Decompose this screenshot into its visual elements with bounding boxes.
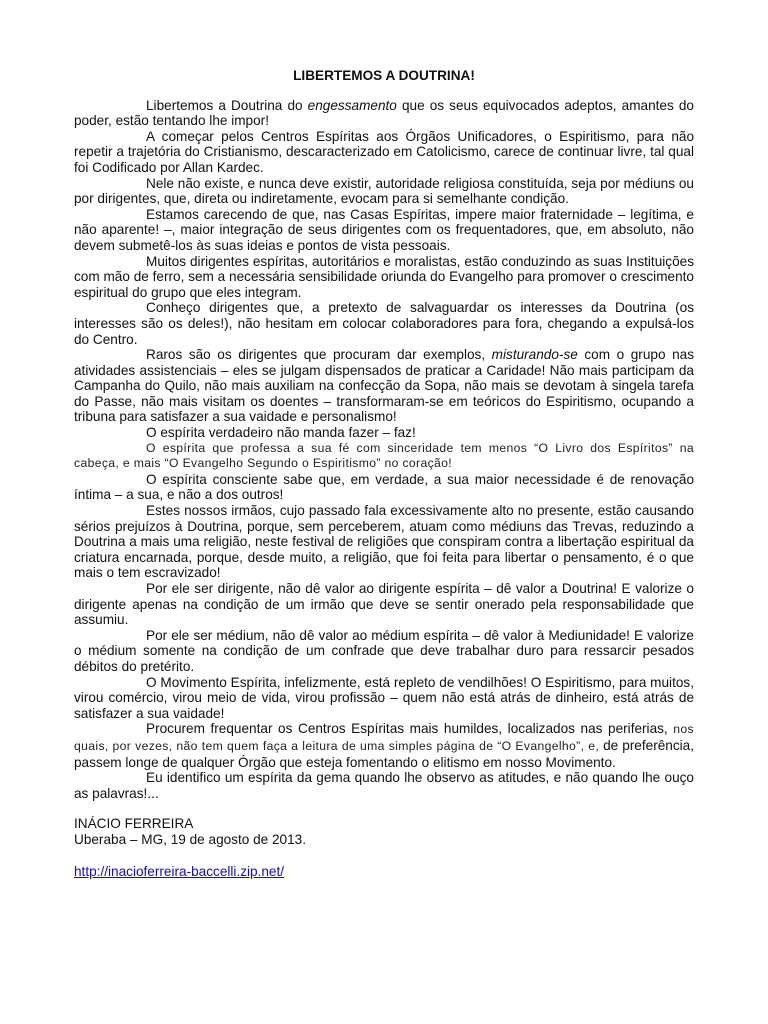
place-date: Uberaba – MG, 19 de agosto de 2013. xyxy=(74,831,307,847)
source-link[interactable]: http://inacioferreira-baccelli.zip.net/ xyxy=(74,863,285,879)
emphasis-misturando-se: misturando-se xyxy=(491,347,578,363)
paragraph-6: Conheço dirigentes que, a pretexto de salvaguardar os interesses da Doutrina (os interesses são os deles!), não hesitam em colocar colaboradores para fora, chegando a expulsá-los do Centro. xyxy=(74,300,694,347)
paragraph-14: O Movimento Espírita, infelizmente, está repleto de vendilhões! O Espiritismo, para muitos, virou comércio, virou meio de vida, virou profissão – quem não está atrás de dinheiro, está atrás de satisfazer a sua vaidade! xyxy=(74,674,694,721)
paragraph-9: O espírita que professa a sua fé com sinceridade tem menos “O Livro dos Espíritos” na cabeça, e mais “O Evangelho Segundo o Espiritismo” no coração! xyxy=(74,440,694,471)
paragraph-4: Estamos carecendo de que, nas Casas Espíritas, impere maior fraternidade – legítima, e não aparente! –, maior integração de seus dirigentes com os frequentadores, que, em absoluto, não devem submetê-los às suas ideias e pontos de vista pessoais. xyxy=(74,206,694,253)
paragraph-5: Muitos dirigentes espíritas, autoritários e moralistas, estão conduzindo as suas Instituições com mão de ferro, sem a necessária sensibilidade oriunda do Evangelho para promover o crescimento espiritual do grupo que eles integram. xyxy=(74,253,694,300)
paragraph-7: Raros são os dirigentes que procuram dar exemplos, misturando-se com o grupo nas atividades assistenciais – eles se julgam dispensados de praticar a Caridade! Não mais participam da Campanha do Quilo, não mais auxiliam na confecção da Sopa, não mais se devotam à singela tarefa do Passe, não mais visitam os doentes – transformaram-se em teóricos do Espiritismo, ocupando a tribuna para satisfazer a sua vaidade e personalismo! xyxy=(74,347,694,425)
paragraph-13: Por ele ser médium, não dê valor ao médium espírita – dê valor à Mediunidade! E valorize o médium somente na condição de um confrade que deve trabalhar duro para ressarcir pesados débitos do pretérito. xyxy=(74,627,694,674)
paragraph-3: Nele não existe, e nunca deve existir, autoridade religiosa constituída, seja por médiuns ou por dirigentes, que, direta ou indiretamente, evocam para si semelhante condição. xyxy=(74,175,694,207)
paragraph-15: Procurem frequentar os Centros Espíritas mais humildes, localizados nas periferias, nos quais, por vezes, não tem quem faça a leitura de uma simples página de “O Evangelho”, e, de preferência, passem longe de qualquer Órgão que esteja fomentando o elitismo em nosso Movimento. xyxy=(74,721,694,770)
paragraph-12: Por ele ser dirigente, não dê valor ao dirigente espírita – dê valor a Doutrina! E valorize o dirigente apenas na condição de um irmão que deve se sentir onerado pela responsabilidade que assumiu. xyxy=(74,581,694,628)
paragraph-10: O espírita consciente sabe que, em verdade, a sua maior necessidade é de renovação íntima – a sua, e não a dos outros! xyxy=(74,471,694,503)
paragraph-2: A começar pelos Centros Espíritas aos Órgãos Unificadores, o Espiritismo, para não repetir a trajetória do Cristianismo, descaracterizado em Catolicismo, carece de continuar livre, tal qual foi Codificado por Allan Kardec. xyxy=(74,128,694,175)
paragraph-11: Estes nossos irmãos, cujo passado fala excessivamente alto no presente, estão causando sérios prejuízos à Doutrina, porque, sem perceberem, atuam como médiuns das Trevas, reduzindo a Doutrina a mais uma religião, neste festival de religiões que conspiram contra a libertação espiritual da criatura encarnada, porque, desde muito, a religião, que foi feita para libertar o pensamento, é o que mais o tem escravizado! xyxy=(74,503,694,581)
paragraph-1: Libertemos a Doutrina do engessamento que os seus equivocados adeptos, amantes do poder, estão tentando lhe impor! xyxy=(74,97,694,129)
paragraph-8: O espírita verdadeiro não manda fazer – faz! xyxy=(146,425,416,441)
paragraph-16: Eu identifico um espírita da gema quando lhe observo as atitudes, e não quando lhe ouço as palavras!... xyxy=(74,770,694,801)
document-title: LIBERTEMOS A DOUTRINA! xyxy=(293,68,475,83)
document-page xyxy=(74,58,694,879)
emphasis-engessamento: engessamento xyxy=(307,97,397,113)
small-text-run: nos quais, por vezes, não tem quem faça a leitura de uma simples página de “O Evangelho”, e, xyxy=(74,722,694,753)
author-name: INÁCIO FERREIRA xyxy=(74,816,194,832)
signature-block xyxy=(74,816,694,847)
